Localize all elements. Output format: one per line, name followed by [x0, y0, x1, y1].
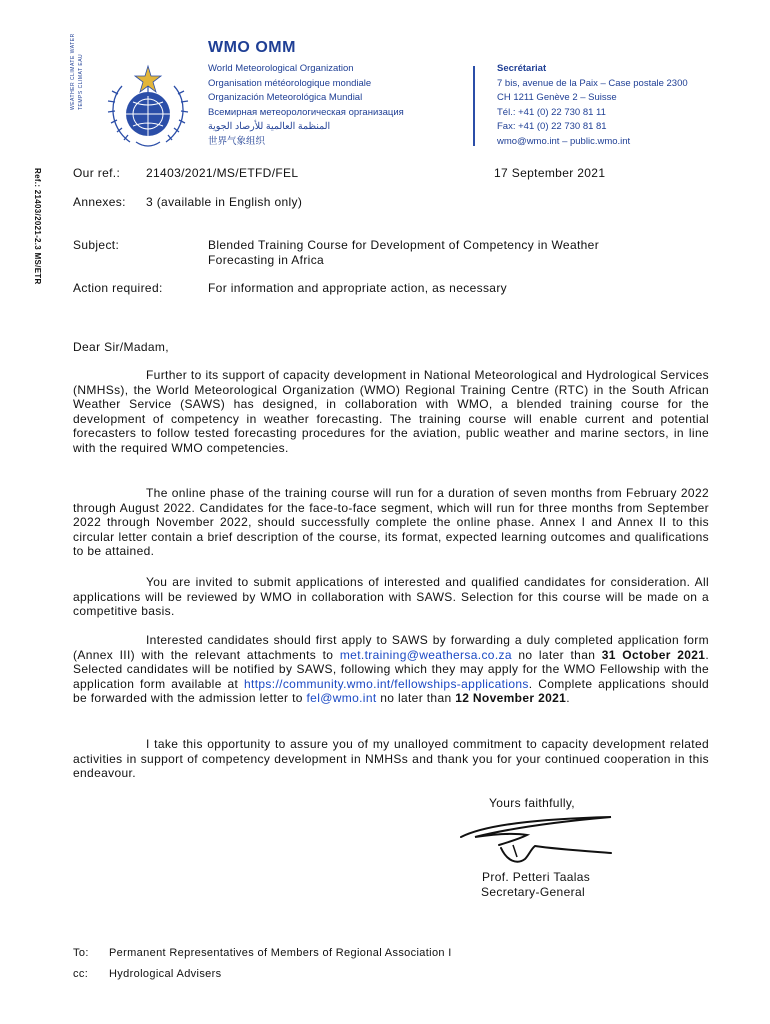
fellowship-url-link[interactable]: https://community.wmo.int/fellowships-applications: [244, 676, 529, 691]
brand-name: WMO OMM: [208, 39, 296, 56]
signature: [455, 815, 625, 870]
phone-line: Tél.: +41 (0) 22 730 81 11: [497, 106, 606, 118]
our-ref-value: 21403/2021/MS/ETFD/FEL: [146, 166, 299, 180]
paragraph-text: The online phase of the training course will run for a duration of seven months from February 2022 through August 2022. Candidates for the face-to-face segment, which will run for three months from September 2022 through November 2022, should successfully complete the online phase. Annex I and Annex II to this circular letter contain a brief description of the course, its format, expected learning outcomes and qualifications to be attained.: [73, 486, 709, 559]
address-line: CH 1211 Genève 2 – Suisse: [497, 92, 617, 103]
closing-phrase: Yours faithfully,: [489, 796, 575, 810]
wmo-deadline: 12 November 2021: [455, 691, 567, 706]
org-name-es: Organización Meteorológica Mundial: [208, 92, 363, 103]
letter-date: 17 September 2021: [494, 166, 606, 180]
paragraph-text: no later than: [511, 647, 602, 662]
paragraph-text: Interested candidates should first apply to SAWS by forwarding a duly completed application form (Annex III) with the relevant attachments to: [73, 633, 709, 662]
wmo-emblem-icon: [100, 56, 196, 156]
paragraph-text: You are invited to submit applications of interested and qualified candidates for consideration. All applications will be reviewed by WMO in collaboration with SAWS. Selection for this course will be made on a competitive basis.: [73, 575, 709, 619]
cc-label: cc:: [73, 968, 89, 980]
tagline-line: WEATHER CLIMATE WATER: [70, 33, 76, 110]
letterhead-divider: [473, 66, 475, 146]
org-name-fr: Organisation météorologique mondiale: [208, 77, 372, 89]
side-reference: Ref.: 21403/2021-2.3 MS/ETR: [33, 168, 42, 285]
letterhead-tagline: [66, 33, 92, 110]
saws-deadline: 31 October 2021: [601, 647, 706, 662]
action-value: For information and appropriate action, as necessary: [208, 281, 508, 295]
subject-line: Blended Training Course for Development of Competency in Weather: [208, 238, 600, 252]
address-line: 7 bis, avenue de la Paix – Case postale 2300: [497, 77, 688, 89]
subject-label: Subject:: [73, 238, 120, 252]
paragraph-4: [73, 633, 709, 706]
paragraph-text: Further to its support of capacity development in National Meteorological and Hydrological Services (NMHSs), the World Meteorological Organization (WMO) Regional Training Centre (RTC) in the South African Weather Service (SAWS) has designed, in collaboration with WMO, a blended training course for the development of competency in weather forecasting. The training course will enable current and potential forecasters to follow tested forecasting procedures for the aviation, public weather and marine sectors, in line with the required WMO competencies.: [73, 368, 709, 455]
signatory-title: Secretary-General: [481, 885, 585, 899]
subject-line: Forecasting in Africa: [208, 253, 325, 267]
paragraph-text: . Complete applications should be forwarded with the admission letter to: [73, 676, 709, 706]
salutation: Dear Sir/Madam,: [73, 340, 169, 354]
paragraph-text: . Selected candidates will be notified by SAWS, following which they may apply for the WMO Fellowship with the application form available at: [73, 647, 710, 691]
tagline-line: TEMPS CLIMAT EAU: [78, 53, 84, 110]
org-name-zh: 世界气象组织: [208, 135, 266, 147]
paragraph-text: .: [566, 691, 570, 706]
org-name-ru: Всемирная метеорологическая организация: [208, 106, 404, 118]
paragraph-5: [73, 737, 709, 781]
secretariat-address: [497, 62, 688, 149]
fel-email-link[interactable]: fel@wmo.int: [306, 691, 377, 706]
to-value: Permanent Representatives of Members of Regional Association I: [109, 947, 452, 959]
to-label: To:: [73, 947, 89, 959]
our-ref-label: Our ref.:: [73, 166, 121, 180]
action-label: Action required:: [73, 281, 163, 295]
paragraph-2: [73, 486, 709, 559]
org-name-en: World Meteorological Organization: [208, 63, 354, 74]
org-names: [208, 62, 404, 149]
saws-email-link[interactable]: met.training@weathersa.co.za: [339, 647, 512, 662]
paragraph-1: [73, 368, 709, 456]
signatory-name: Prof. Petteri Taalas: [482, 870, 591, 884]
secretariat-heading: Secrétariat: [497, 63, 547, 74]
annexes-label: Annexes:: [73, 195, 126, 209]
paragraph-3: [73, 575, 709, 619]
org-name-ar: المنظمة العالمية للأرصاد الجوية: [208, 121, 331, 132]
web-line: wmo@wmo.int – public.wmo.int: [497, 135, 631, 147]
paragraph-text: no later than: [376, 691, 456, 706]
annexes-value: 3 (available in English only): [146, 195, 303, 209]
paragraph-text: I take this opportunity to assure you of my unalloyed commitment to capacity development related activities in support of competency development in NMHSs and thank you for your continued cooperation in this endeavour.: [73, 737, 709, 781]
cc-value: Hydrological Advisers: [109, 968, 222, 980]
fax-line: Fax: +41 (0) 22 730 81 81: [497, 121, 607, 132]
